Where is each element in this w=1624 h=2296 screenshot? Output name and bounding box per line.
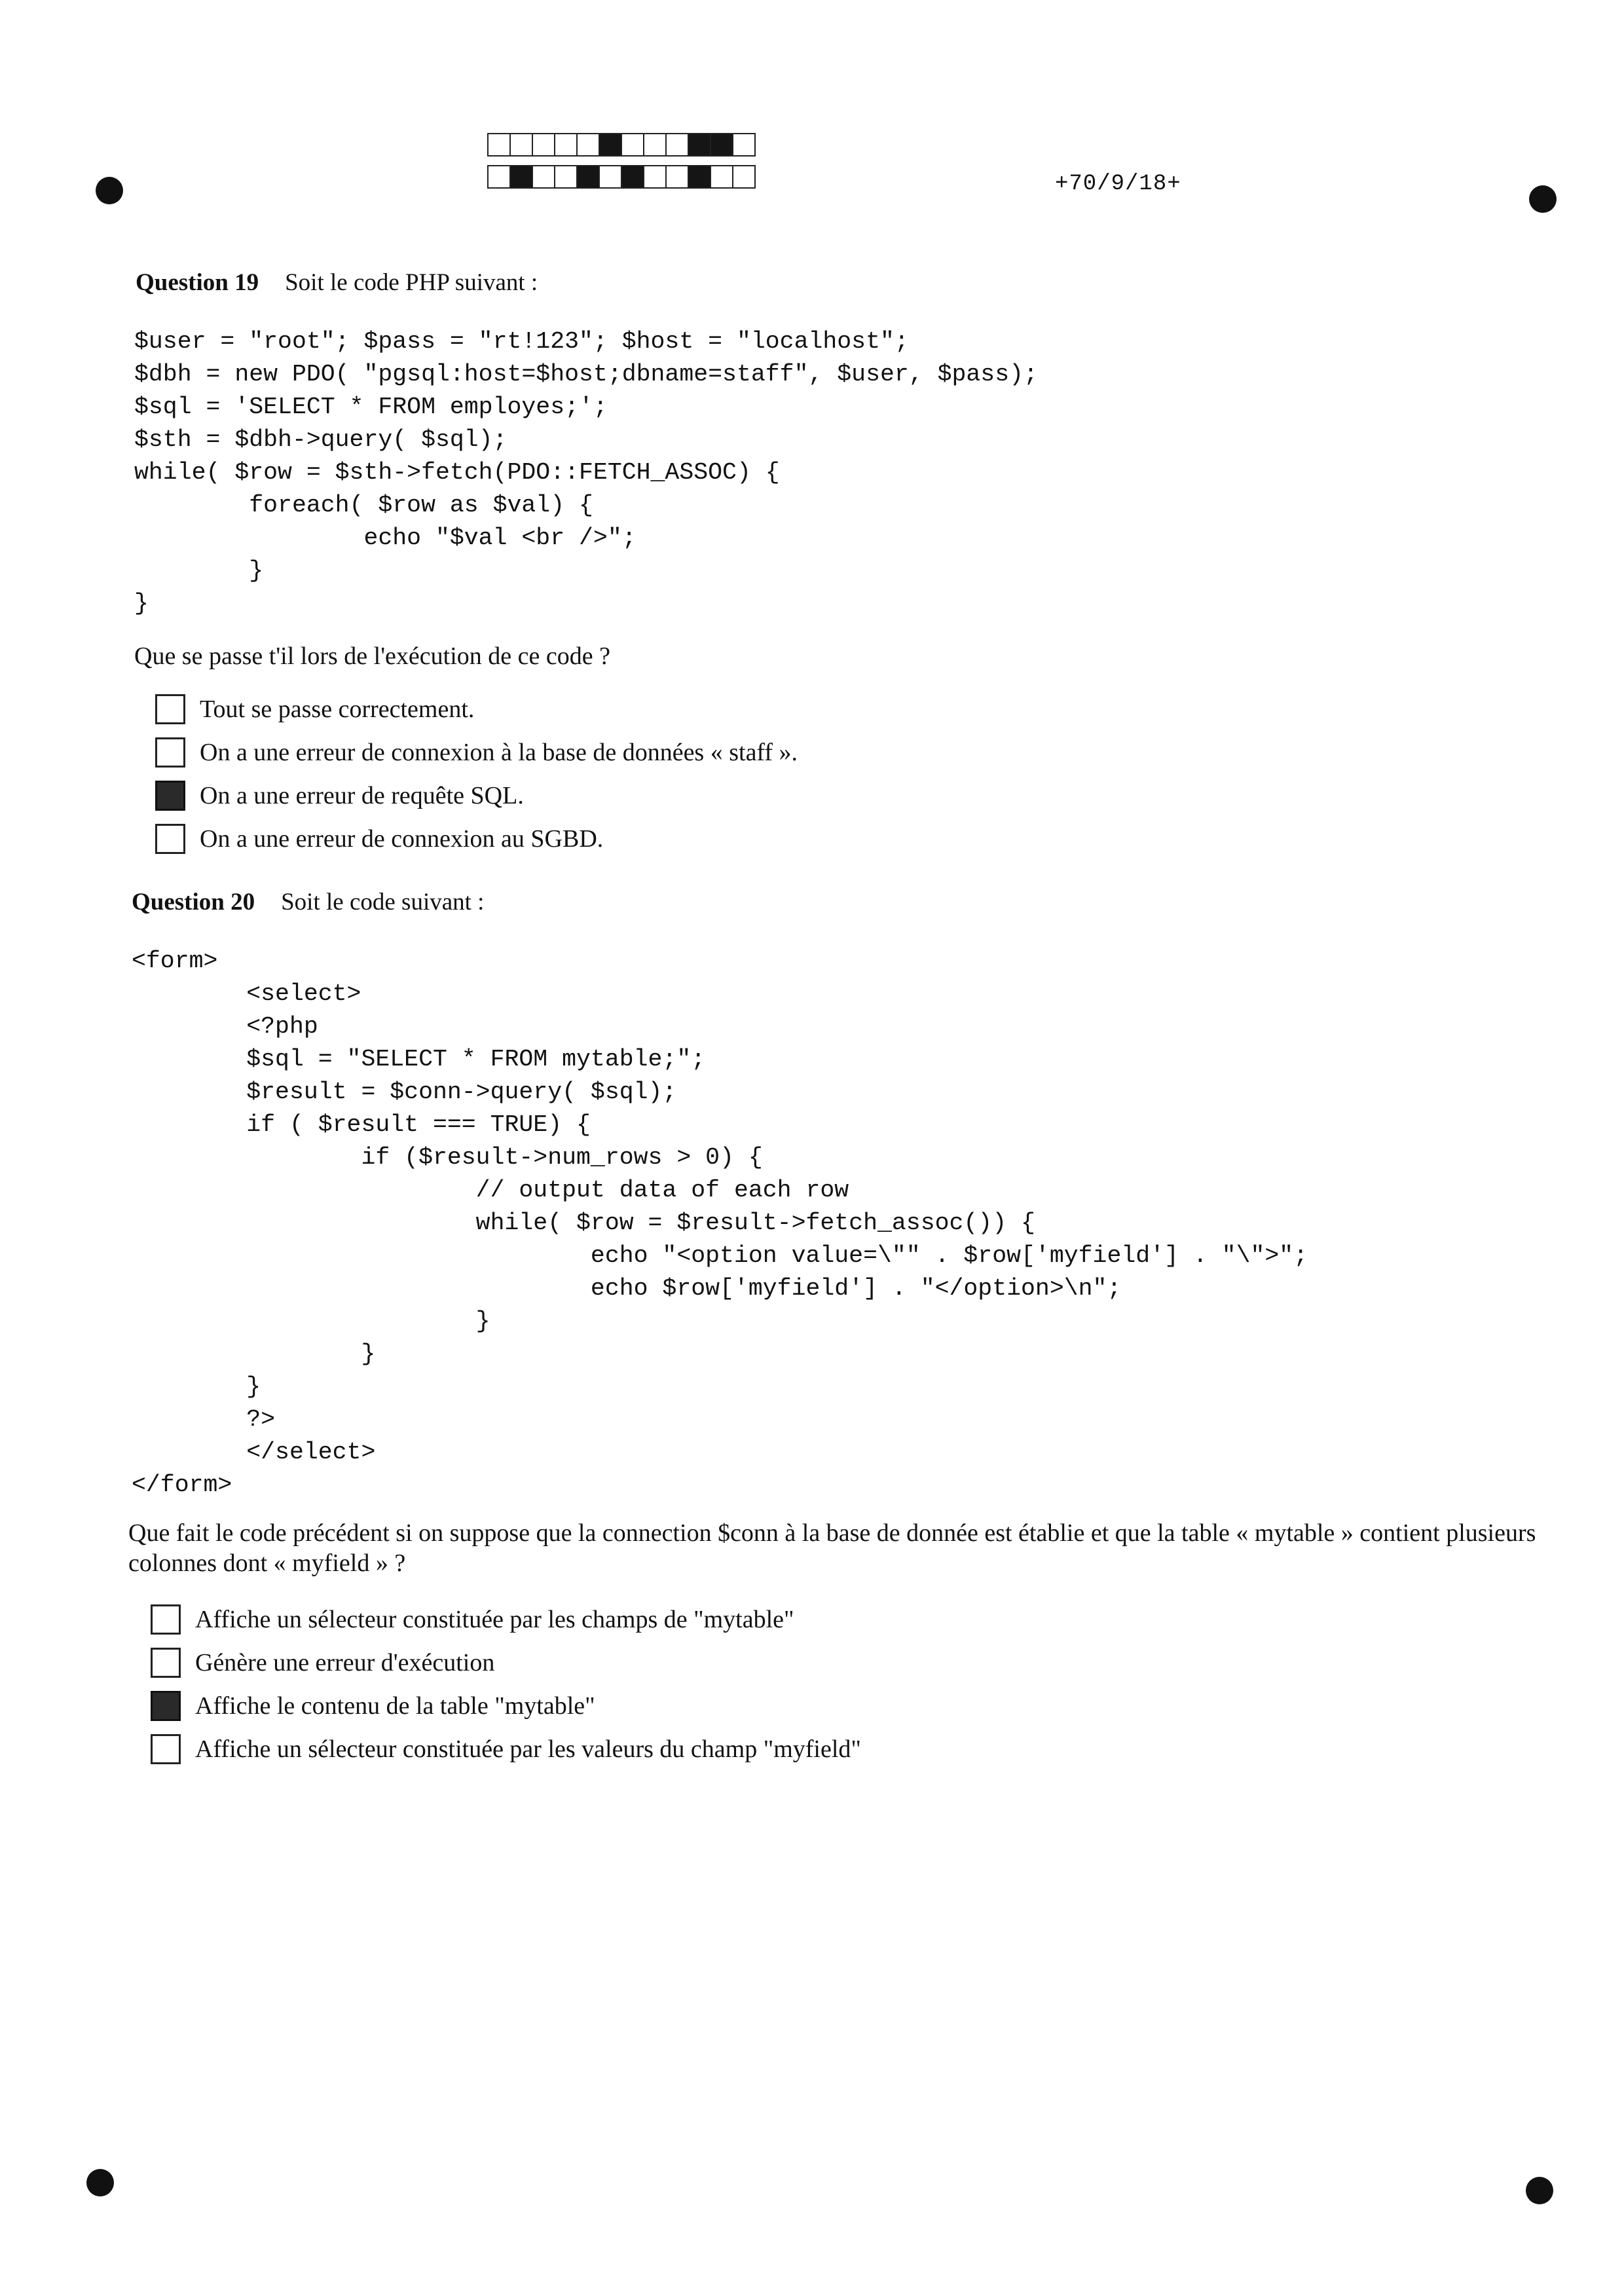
id-box-empty bbox=[509, 133, 533, 157]
answer-option[interactable] bbox=[155, 774, 798, 817]
id-box-empty bbox=[554, 133, 578, 157]
code-line: } bbox=[134, 557, 264, 584]
code-line: while( $row = $result->fetch_assoc()) { bbox=[132, 1210, 1035, 1236]
page-identifier: +70/9/18+ bbox=[1055, 172, 1181, 196]
answer-text: On a une erreur de connexion à la base de données « staff ». bbox=[200, 739, 798, 766]
question-20-answers bbox=[151, 1598, 861, 1771]
id-box-empty bbox=[532, 133, 555, 157]
corner-mark-top-right bbox=[1529, 185, 1557, 213]
answer-checkbox-checked[interactable] bbox=[151, 1691, 181, 1721]
code-line: echo "$val <br />"; bbox=[134, 525, 637, 551]
answer-text: Tout se passe correctement. bbox=[200, 695, 475, 723]
code-line: } bbox=[132, 1373, 261, 1400]
code-line: while( $row = $sth->fetch(PDO::FETCH_ASSOC) { bbox=[134, 459, 780, 486]
answer-text: Affiche un sélecteur constituée par les valeurs du champ "myfield" bbox=[195, 1735, 861, 1763]
code-line: } bbox=[134, 590, 149, 617]
answer-checkbox[interactable] bbox=[155, 824, 185, 854]
code-line: $user = "root"; $pass = "rt!123"; $host = "localhost"; bbox=[134, 328, 909, 355]
answer-option[interactable] bbox=[155, 817, 798, 861]
answer-text: Affiche le contenu de la table "mytable" bbox=[195, 1692, 595, 1720]
answer-checkbox[interactable] bbox=[151, 1734, 181, 1764]
id-box-empty bbox=[643, 165, 667, 189]
question-20-intro: Soit le code suivant : bbox=[281, 889, 485, 916]
student-id-boxes-row-2 bbox=[487, 165, 754, 189]
question-19-title bbox=[136, 268, 538, 297]
id-box-filled bbox=[621, 165, 644, 189]
answer-checkbox[interactable] bbox=[155, 694, 185, 724]
code-line: <form> bbox=[132, 948, 218, 974]
answer-option[interactable] bbox=[155, 731, 798, 774]
answer-option[interactable] bbox=[151, 1598, 861, 1641]
question-20-prompt: Que fait le code précédent si on suppose que la connection $conn à la base de donnée est établie et que la table « mytable » contient plusieurs colonnes dont « myfield » ? bbox=[128, 1519, 1536, 1577]
id-box-empty bbox=[732, 165, 756, 189]
answer-text: Affiche un sélecteur constituée par les champs de "mytable" bbox=[195, 1606, 794, 1633]
answer-checkbox-checked[interactable] bbox=[155, 781, 185, 811]
code-line: $sth = $dbh->query( $sql); bbox=[134, 426, 507, 453]
code-line: </form> bbox=[132, 1472, 232, 1498]
corner-mark-bottom-left bbox=[86, 2169, 114, 2196]
id-box-empty bbox=[554, 165, 578, 189]
id-box-empty bbox=[643, 133, 667, 157]
student-id-boxes-row-1 bbox=[487, 133, 754, 157]
answer-text: On a une erreur de requête SQL. bbox=[200, 782, 524, 809]
question-19-intro: Soit le code PHP suivant : bbox=[285, 269, 538, 296]
code-line: // output data of each row bbox=[132, 1177, 849, 1204]
question-19-label: Question 19 bbox=[136, 269, 259, 296]
question-20-title bbox=[132, 888, 484, 916]
id-box-filled bbox=[688, 133, 711, 157]
id-box-empty bbox=[487, 165, 511, 189]
question-20-code bbox=[132, 945, 1308, 1502]
code-line: $sql = "SELECT * FROM mytable;"; bbox=[132, 1046, 706, 1073]
id-box-filled bbox=[599, 133, 622, 157]
corner-mark-top-left bbox=[96, 177, 123, 204]
id-box-empty bbox=[732, 133, 756, 157]
code-line: $dbh = new PDO( "pgsql:host=$host;dbname=staff", $user, $pass); bbox=[134, 361, 1038, 388]
id-box-empty bbox=[665, 133, 689, 157]
id-box-filled bbox=[710, 133, 733, 157]
code-line: if ($result->num_rows > 0) { bbox=[132, 1144, 763, 1171]
id-box-empty bbox=[532, 165, 555, 189]
code-line: ?> bbox=[132, 1406, 276, 1433]
code-line: $sql = 'SELECT * FROM employes;'; bbox=[134, 394, 608, 420]
question-20-label: Question 20 bbox=[132, 889, 255, 916]
answer-text: On a une erreur de connexion au SGBD. bbox=[200, 825, 604, 853]
question-19-prompt: Que se passe t'il lors de l'exécution de ce code ? bbox=[134, 642, 610, 670]
answer-checkbox[interactable] bbox=[151, 1648, 181, 1678]
question-19-answers bbox=[155, 688, 798, 861]
code-line: foreach( $row as $val) { bbox=[134, 492, 593, 519]
id-box-filled bbox=[688, 165, 711, 189]
code-line: echo $row['myfield'] . "</option>\n"; bbox=[132, 1275, 1122, 1302]
code-line: <?php bbox=[132, 1013, 318, 1040]
corner-mark-bottom-right bbox=[1526, 2177, 1553, 2204]
code-line: } bbox=[132, 1308, 490, 1335]
code-line: echo "<option value=\"" . $row['myfield'] . "\">"; bbox=[132, 1242, 1308, 1269]
code-line: } bbox=[132, 1341, 376, 1367]
question-19-code bbox=[134, 325, 1038, 620]
id-box-empty bbox=[710, 165, 733, 189]
answer-checkbox[interactable] bbox=[155, 737, 185, 768]
answer-option[interactable] bbox=[151, 1728, 861, 1771]
id-box-empty bbox=[576, 133, 600, 157]
answer-checkbox[interactable] bbox=[151, 1604, 181, 1635]
id-box-empty bbox=[621, 133, 644, 157]
answer-text: Génère une erreur d'exécution bbox=[195, 1649, 495, 1676]
code-line: <select> bbox=[132, 980, 361, 1007]
code-line: if ( $result === TRUE) { bbox=[132, 1111, 591, 1138]
id-box-empty bbox=[599, 165, 622, 189]
answer-option[interactable] bbox=[151, 1641, 861, 1684]
code-line: $result = $conn->query( $sql); bbox=[132, 1079, 677, 1105]
id-box-empty bbox=[487, 133, 511, 157]
answer-option[interactable] bbox=[155, 688, 798, 731]
id-box-filled bbox=[509, 165, 533, 189]
id-box-empty bbox=[665, 165, 689, 189]
code-line: </select> bbox=[132, 1439, 376, 1466]
answer-option[interactable] bbox=[151, 1684, 861, 1728]
id-box-filled bbox=[576, 165, 600, 189]
